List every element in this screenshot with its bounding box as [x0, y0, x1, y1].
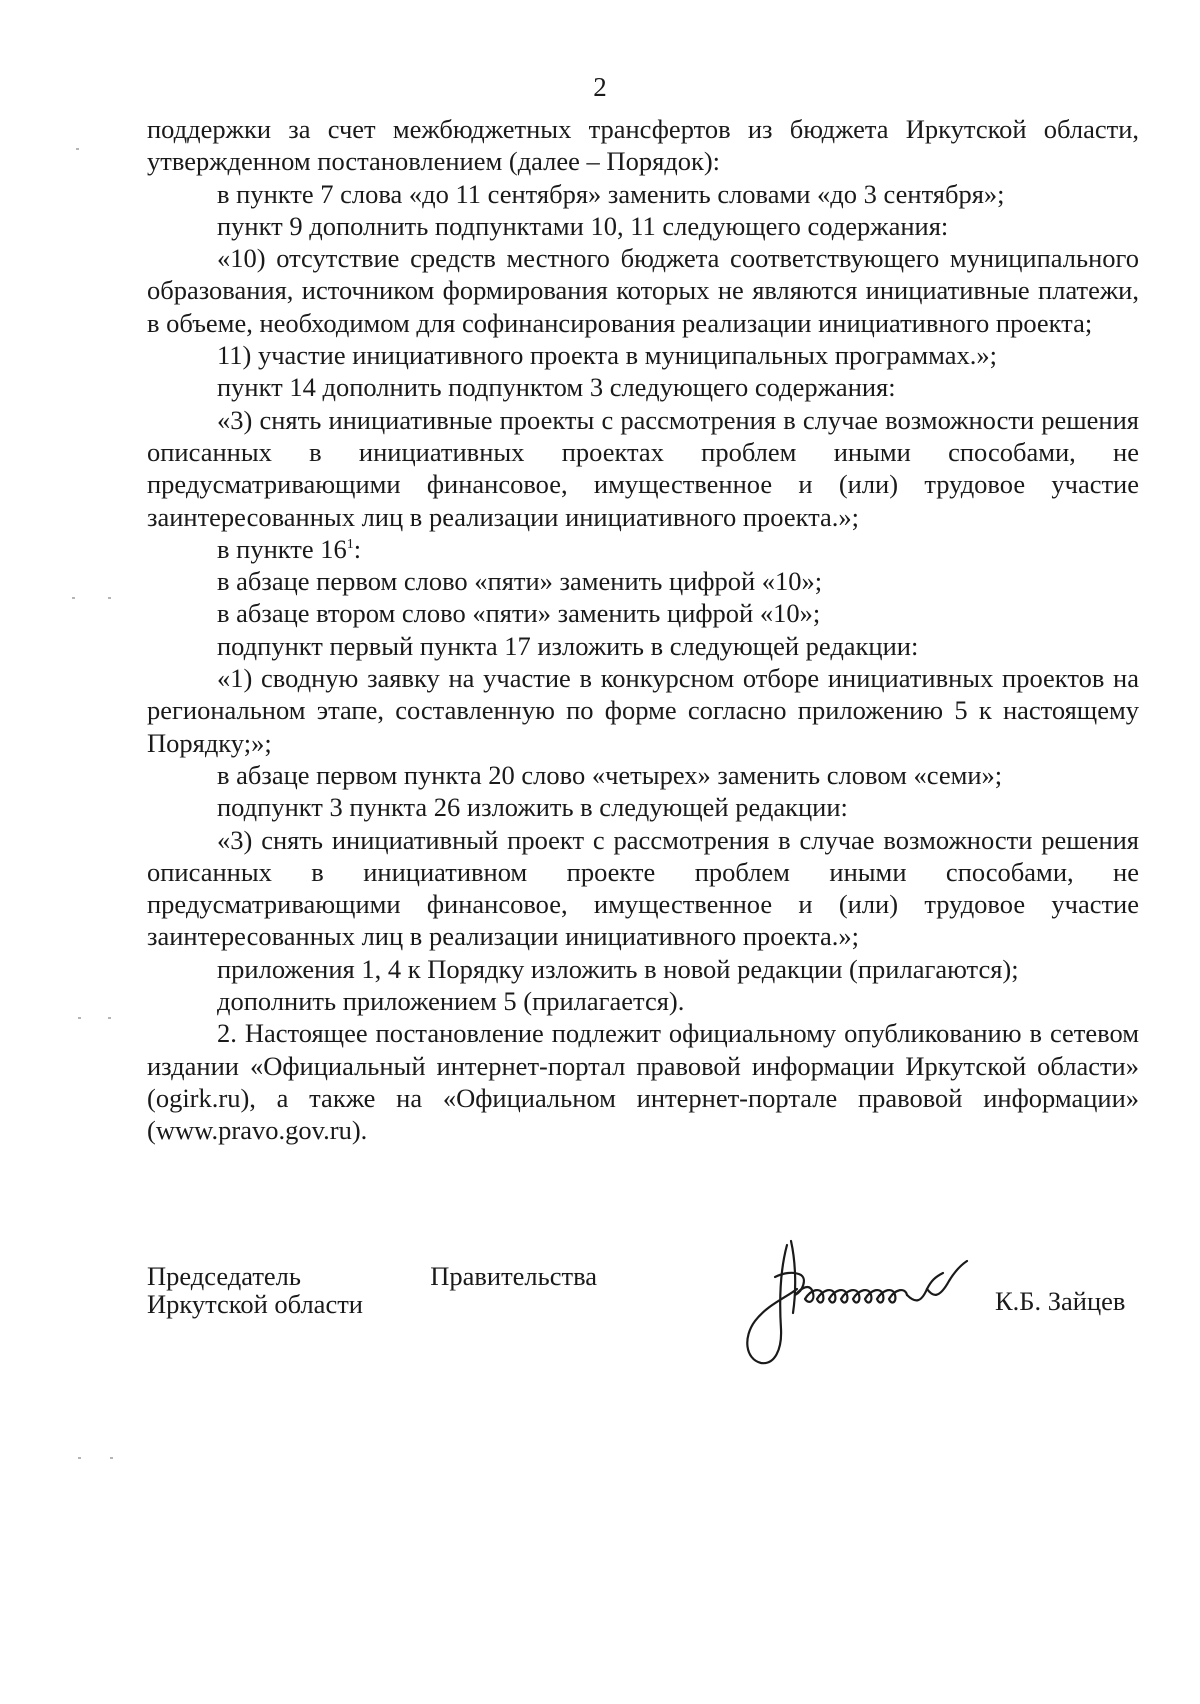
paragraph: «3) снять инициативные проекты с рассмотрения в случае возможности решения описанных в инициативных проектах проблем иными способами, не предусматривающими финансовое, имущественное и (или) трудовое участие заинтересованных лиц в реализации инициативного проекта.»; [147, 404, 1139, 532]
paragraph [147, 533, 1139, 565]
signatory-name: К.Б. Зайцев [995, 1286, 1126, 1316]
paragraph: «3) снять инициативный проект с рассмотрения в случае возможности решения описанных в инициативном проекте проблем иными способами, не предусматривающими финансовое, имущественное и (или) трудовое участие заинтересованных лиц в реализации инициативного проекта.»; [147, 824, 1139, 952]
paragraph: подпункт первый пункта 17 изложить в следующей редакции: [217, 630, 919, 661]
paragraph: пункт 14 дополнить подпунктом 3 следующего содержания: [217, 372, 896, 403]
paragraph: «1) сводную заявку на участие в конкурсном отборе инициативных проектов на региональном этапе, составленную по форме согласно приложению 5 к настоящему Порядку;»; [147, 663, 1139, 758]
paragraph: приложения 1, 4 к Порядку изложить в новой редакции (прилагаются); [217, 953, 1019, 984]
paragraph: в абзаце втором слово «пяти» заменить цифрой «10»; [217, 598, 821, 629]
paragraph: пункт 9 дополнить подпунктами 10, 11 следующего содержания: [217, 210, 949, 241]
paragraph: в абзаце первом пункта 20 слово «четырех» заменить словом «семи»; [217, 759, 1003, 790]
paragraph: в абзаце первом слово «пяти» заменить цифрой «10»; [217, 566, 823, 597]
page-number: 2 [593, 72, 607, 102]
paragraph: «10) отсутствие средств местного бюджета соответствующего муниципального образования, источником формирования которых не являются инициативные платежи, в объеме, необходимом для софинансирования реализации инициативного проекта; [147, 243, 1139, 338]
scan-mark [110, 1457, 113, 1459]
signatory-title-word: Правительства [430, 1261, 597, 1291]
paragraph: в пункте 7 слова «до 11 сентября» заменить словами «до 3 сентября»; [217, 178, 1005, 209]
scan-mark [78, 1017, 81, 1019]
paragraph: 11) участие инициативного проекта в муниципальных программах.»; [217, 340, 997, 371]
scan-mark [72, 597, 75, 599]
scan-mark [76, 148, 79, 150]
scan-mark [108, 1017, 111, 1019]
signatory-title-line-2: Иркутской области [147, 1289, 363, 1319]
paragraph: подпункт 3 пункта 26 изложить в следующей редакции: [217, 792, 848, 823]
paragraph: 2. Настоящее постановление подлежит официальному опубликованию в сетевом издании «Официальный интернет-портал правовой информации Иркутской области» (ogirk.ru), а также на «Официальном интернет-портале правовой информации» (www.pravo.gov.ru). [147, 1018, 1139, 1146]
scan-mark [78, 1457, 81, 1459]
signatory-title [147, 1262, 597, 1318]
paragraph: дополнить приложением 5 (прилагается). [217, 986, 685, 1017]
signatory-title-line-1 [147, 1262, 597, 1290]
paragraph-text: в пункте 16 [217, 533, 347, 564]
handwritten-signature [735, 1237, 985, 1377]
scan-mark [108, 597, 111, 599]
document-body [147, 113, 1139, 1147]
paragraph-tail: : [353, 533, 362, 564]
paragraph: поддержки за счет межбюджетных трансфертов из бюджета Иркутской области, утвержденном постановлением (далее – Порядок): [147, 114, 1139, 177]
signatory-title-word: Председатель [147, 1261, 301, 1291]
superscript: 1 [346, 537, 354, 553]
